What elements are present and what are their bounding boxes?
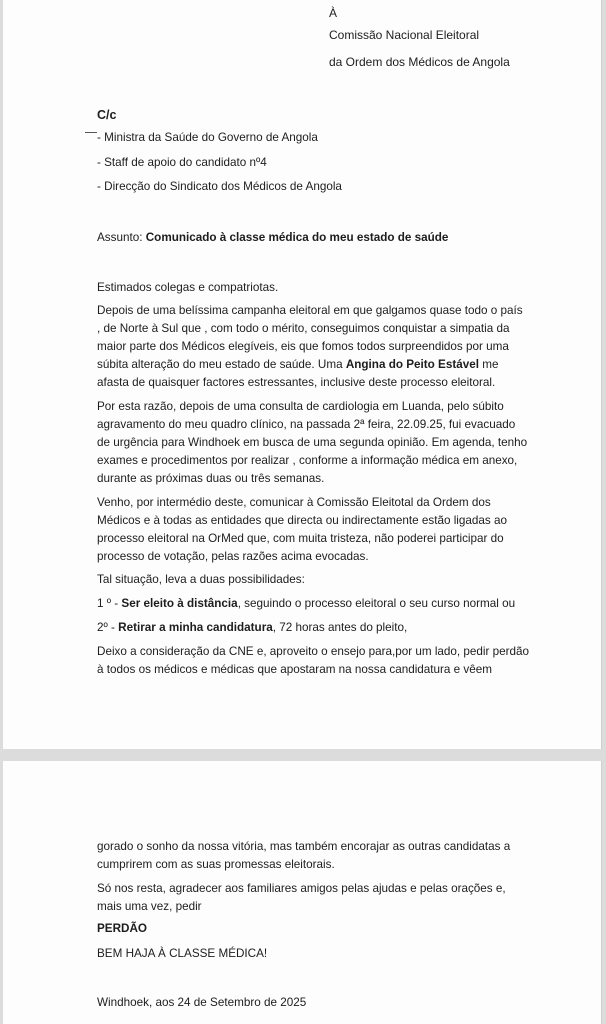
recipient-line-1: Comissão Nacional Eleitoral	[329, 28, 480, 42]
paragraph-line: Depois de uma belíssima campanha eleitoral em que galgamos quase todo o país	[97, 304, 523, 317]
margin-mark	[85, 132, 97, 133]
diagnosis-highlight: Angina do Peito Estável	[345, 358, 479, 371]
option-text: , 72 horas antes do pleito,	[272, 621, 408, 634]
paragraph-line: agravamento do meu quadro clínico, na passada 2ª feira, 22.09.25, fui evacuado	[97, 418, 516, 431]
document-page-2	[3, 761, 602, 1024]
paragraph-line: maior parte dos Médicos elegíveis, eis que fomos todos surpreendidos por uma	[97, 340, 509, 353]
option-title: Retirar a minha candidatura	[118, 621, 273, 634]
option-title: Ser eleito à distância	[121, 597, 238, 610]
paragraph-line: mais uma vez, pedir	[97, 900, 202, 913]
paragraph-line: à todos os médicos e médicas que apostaram na nossa candidatura e vêem	[97, 663, 493, 676]
option-number: 1 º -	[97, 597, 122, 610]
paragraph-text: súbita alteração do meu estado de saúde. Uma	[97, 358, 346, 371]
paragraph-line: Médicos e à todas as entidades que directa ou indirectamente estão ligadas ao	[97, 514, 507, 527]
cc-heading: C/c	[97, 108, 117, 122]
option-text: , seguindo o processo eleitoral o seu curso normal ou	[237, 597, 516, 610]
paragraph-line	[97, 356, 498, 374]
paragraph-line: exames e procedimentos por realizar , conforme a informação médica em anexo,	[97, 454, 518, 467]
paragraph-line: Deixo a consideração da CNE e, aproveito o ensejo para,por um lado, pedir perdão	[97, 645, 530, 658]
cc-item: - Staff de apoio do candidato nº4	[97, 156, 267, 169]
paragraph-line: gorado o sonho da nossa vitória, mas também encorajar as outras candidatas a	[97, 840, 511, 853]
paragraph-line: processo eleitoral na OrMed que, com muita tristeza, não poderei participar do	[97, 532, 504, 545]
perdao-heading: PERDÃO	[97, 922, 148, 935]
cc-item: - Ministra da Saúde do Governo de Angola	[97, 131, 318, 144]
paragraph-line: Venho, por intermédio deste, comunicar à Comissão Eleitotal da Ordem dos	[97, 496, 491, 509]
recipient-line-2: da Ordem dos Médicos de Angola	[329, 55, 510, 69]
option-2	[97, 619, 407, 637]
paragraph-line: cumprirem com as suas promessas eleitorais.	[97, 858, 335, 871]
paragraph-line: afasta de quaisquer factores estressantes, inclusive deste processo eleitoral.	[97, 376, 496, 389]
paragraph-line: durante as próximas duas ou três semanas.	[97, 472, 325, 485]
paragraph-line: , de Norte à Sul que , com todo o mérito, conseguimos conquistar a simpatia da	[97, 322, 510, 335]
subject-line	[97, 229, 448, 247]
paragraph-text: me	[478, 358, 499, 371]
place-date: Windhoek, aos 24 de Setembro de 2025	[97, 996, 307, 1009]
subject-label: Assunto:	[97, 231, 143, 244]
cc-item: - Direcção do Sindicato dos Médicos de Angola	[97, 180, 342, 193]
paragraph-line: de urgência para Windhoek em busca de uma segunda opinião. Em agenda, tenho	[97, 436, 528, 449]
paragraph-line: Por esta razão, depois de uma consulta de cardiologia em Luanda, pelo súbito	[97, 400, 504, 413]
closing-line: BEM HAJA À CLASSE MÉDICA!	[97, 947, 268, 960]
subject-text: Comunicado à classe médica do meu estado de saúde	[145, 231, 449, 244]
option-number: 2º -	[97, 621, 119, 634]
situation-line: Tal situação, leva a duas possibilidades:	[97, 573, 305, 586]
option-1	[97, 595, 515, 613]
paragraph-line: processo de votação, pelas razões acima evocadas.	[97, 550, 369, 563]
document-page-1	[3, 0, 602, 749]
recipient-prefix: À	[329, 6, 338, 20]
greeting: Estimados colegas e compatriotas.	[97, 281, 279, 294]
paragraph-line: Só nos resta, agradecer aos familiares amigos pelas ajudas e pelas orações e,	[97, 882, 506, 895]
